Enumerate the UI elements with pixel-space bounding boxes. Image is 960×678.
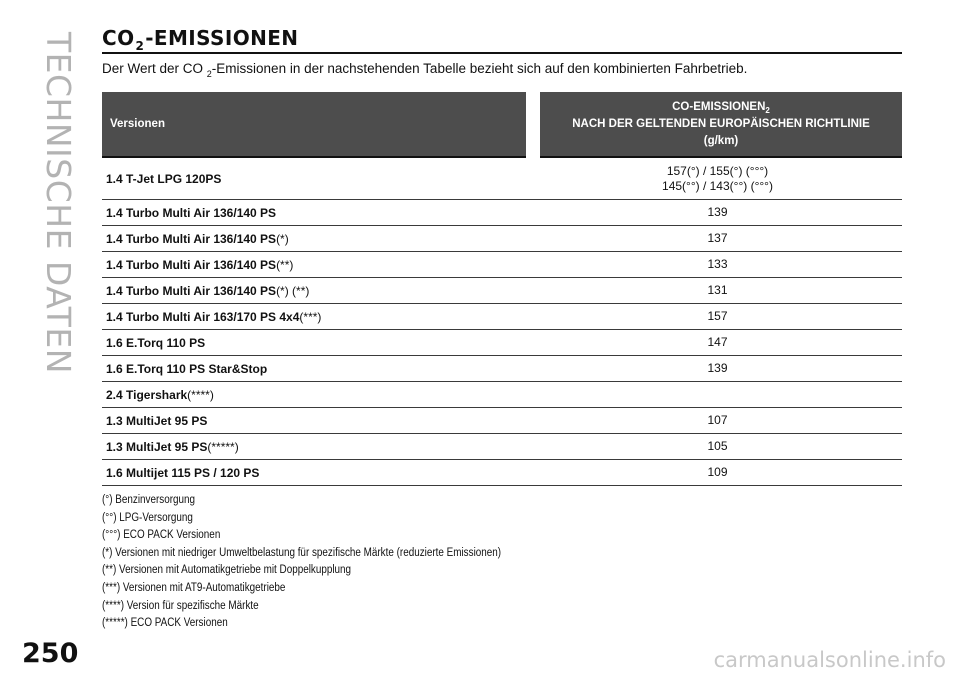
emission-value-second: 145(°°) / 143(°°) (°°°) <box>662 178 773 193</box>
version-name: 1.6 E.Torq 110 PS <box>106 335 206 350</box>
emission-value-cell <box>533 434 902 460</box>
table-row <box>102 226 902 252</box>
intro-after: -Emissionen in der nachstehenden Tabelle bezieht sich auf den kombinierten Fahrbetrieb. <box>211 61 748 76</box>
version-cell <box>102 226 533 252</box>
page-number: 250 <box>22 638 79 669</box>
table-row <box>102 304 902 330</box>
emission-value: 133 <box>707 257 728 271</box>
version-note: (*) (**) <box>276 283 310 298</box>
heading-subscript: 2 <box>135 39 145 53</box>
version-name: 1.3 MultiJet 95 PS <box>106 413 208 428</box>
footnote-item: (***) Versionen mit AT9-Automatikgetriebe <box>102 581 286 594</box>
emission-value: 107 <box>707 413 728 427</box>
table-row <box>102 330 902 356</box>
table-row <box>102 434 902 460</box>
version-cell <box>102 330 533 356</box>
version-cell <box>102 460 533 486</box>
version-name: 1.4 Turbo Multi Air 136/140 PS <box>106 283 277 298</box>
version-cell <box>102 200 533 226</box>
emission-value: 157 <box>707 309 728 323</box>
intro-before: Der Wert der CO <box>102 61 207 76</box>
version-name: 1.4 Turbo Multi Air 136/140 PS <box>106 257 277 272</box>
header-emissions-line1: CO-EMISSIONEN <box>672 100 766 113</box>
emission-value-cell <box>533 157 902 200</box>
table-row <box>102 252 902 278</box>
version-cell <box>102 434 533 460</box>
footnote-item: (°°°) ECO PACK Versionen <box>102 529 221 542</box>
table-row <box>102 382 902 408</box>
heading-prefix: CO <box>102 26 135 50</box>
emissions-table <box>102 92 902 486</box>
emission-value-cell <box>533 408 902 434</box>
watermark: carmanualsonline.info <box>713 648 946 672</box>
version-name: 1.4 T-Jet LPG 120PS <box>106 171 222 186</box>
emission-value-cell <box>533 460 902 486</box>
footnote-item: (****) Version für spezifische Märkte <box>102 599 259 612</box>
version-cell <box>102 304 533 330</box>
version-cell <box>102 252 533 278</box>
section-heading <box>102 26 902 54</box>
version-cell <box>102 278 533 304</box>
emission-value: 109 <box>707 465 728 479</box>
version-note: (***) <box>299 309 322 324</box>
version-cell <box>102 356 533 382</box>
version-name: 1.6 Multijet 115 PS / 120 PS <box>106 465 260 480</box>
header-emissions-line2: NACH DER GELTENDEN EUROPÄISCHEN RICHTLINIE <box>572 117 870 130</box>
emission-value-cell <box>533 252 902 278</box>
footnote-item: (*) Versionen mit niedriger Umweltbelastung für spezifische Märkte (reduzierte Emissionen) <box>102 546 502 559</box>
table-row <box>102 460 902 486</box>
footnotes <box>102 492 790 633</box>
version-note: (**) <box>276 257 294 272</box>
emission-value-cell <box>533 304 902 330</box>
emission-value: 157(°) / 155(°) (°°°) <box>666 163 769 178</box>
header-versions: Versionen <box>102 92 533 157</box>
version-name: 1.4 Turbo Multi Air 163/170 PS 4x4 <box>106 309 300 324</box>
emission-value: 105 <box>707 439 728 453</box>
version-note: (****) <box>187 387 214 402</box>
version-note: (*****) <box>207 439 239 454</box>
page-content <box>102 26 902 633</box>
emission-value: 137 <box>707 231 728 245</box>
emission-value-cell <box>533 226 902 252</box>
emission-value: 147 <box>707 335 728 349</box>
intro-paragraph <box>102 61 902 79</box>
emission-value-cell <box>533 356 902 382</box>
header-emissions-subscript: 2 <box>765 105 770 115</box>
version-note: (*) <box>276 231 289 246</box>
sidebar-title-text: TECHNISCHE DATEN <box>39 32 78 374</box>
version-cell <box>102 408 533 434</box>
footnote-item: (°) Benzinversorgung <box>102 494 196 506</box>
footnote-item: (**) Versionen mit Automatikgetriebe mit Doppelkupplung <box>102 564 352 577</box>
emission-value-cell <box>533 382 902 408</box>
header-emissions-line3: (g/km) <box>703 134 739 147</box>
footnote-item: (°°) LPG-Versorgung <box>102 511 193 524</box>
version-name: 1.3 MultiJet 95 PS <box>106 439 208 454</box>
header-emissions <box>533 92 902 157</box>
table-header <box>102 92 902 157</box>
heading-suffix: -EMISSIONEN <box>145 26 299 50</box>
emission-value: 139 <box>707 205 728 219</box>
table-body <box>102 157 902 486</box>
version-name: 1.6 E.Torq 110 PS Star&Stop <box>106 361 268 376</box>
table-row <box>102 408 902 434</box>
table-row <box>102 356 902 382</box>
emission-value-cell <box>533 278 902 304</box>
footnote-item: (*****) ECO PACK Versionen <box>102 617 228 630</box>
emission-value: 139 <box>707 361 728 375</box>
emission-value: 131 <box>707 283 728 297</box>
section-sidebar-title <box>6 32 78 374</box>
version-name: 1.4 Turbo Multi Air 136/140 PS <box>106 231 277 246</box>
intro-subscript: 2 <box>206 69 212 79</box>
version-cell <box>102 157 533 200</box>
table-row <box>102 200 902 226</box>
version-name: 1.4 Turbo Multi Air 136/140 PS <box>106 205 277 220</box>
emission-value-cell <box>533 200 902 226</box>
table-row <box>102 157 902 200</box>
version-cell <box>102 382 533 408</box>
emission-value-cell <box>533 330 902 356</box>
version-name: 2.4 Tigershark <box>106 387 188 402</box>
table-row <box>102 278 902 304</box>
